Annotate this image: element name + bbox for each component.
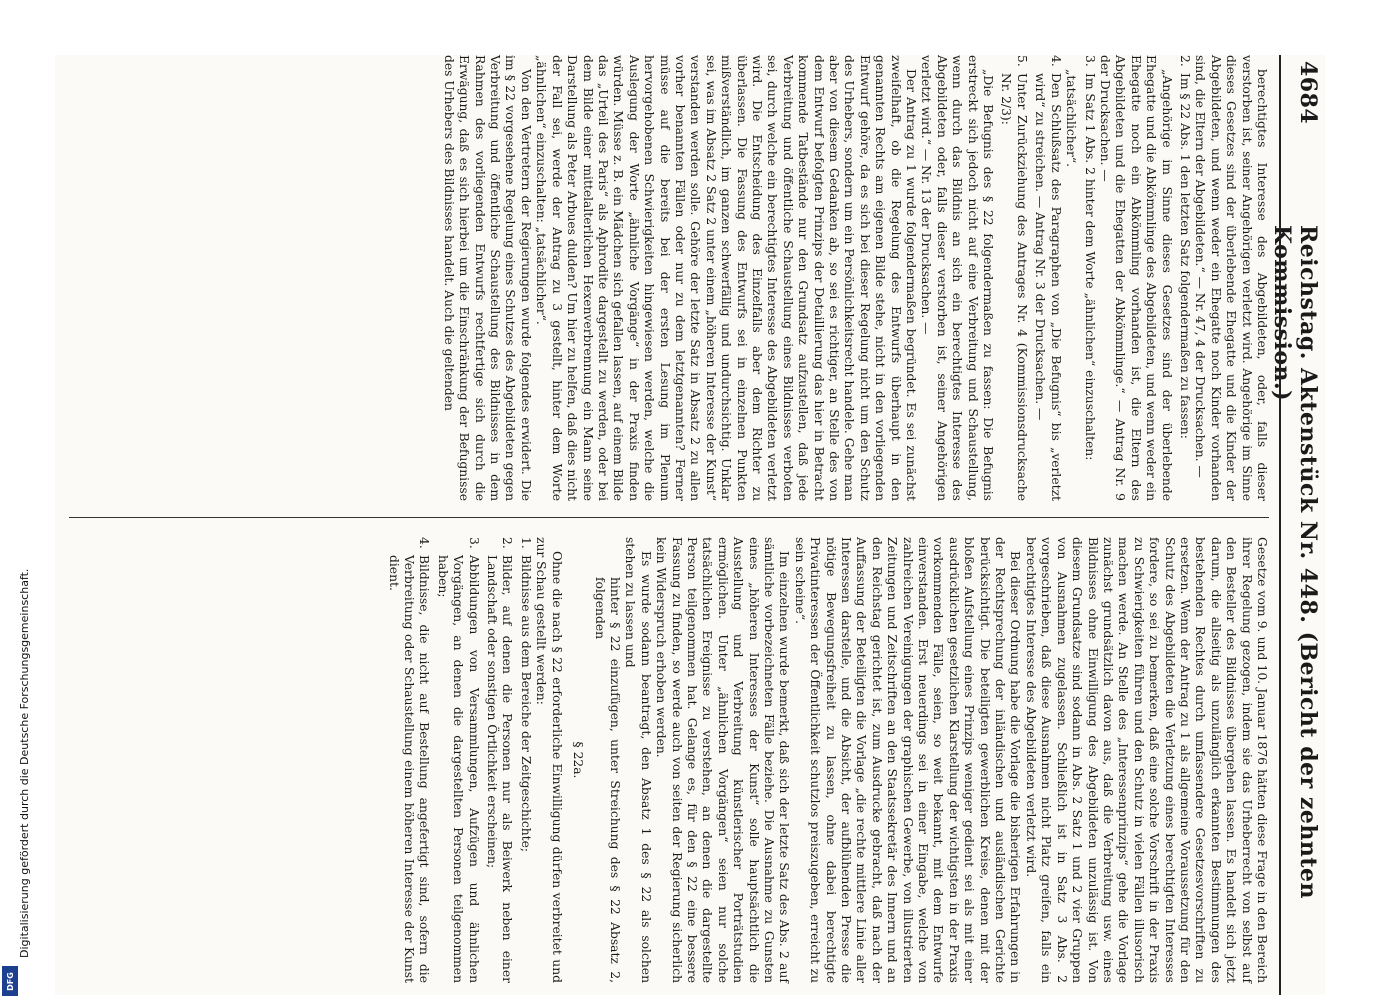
- list-item-number: 4.: [417, 537, 432, 549]
- running-title: Reichstag. Aktenstück Nr. 448. (Bericht der zehnten Kommission.): [1269, 225, 1321, 900]
- scanned-page: [55, 55, 1325, 995]
- list-item-text: Bildnisse aus dem Bereiche der Zeitgeschichte;: [518, 555, 533, 853]
- list-item-text: Den Schlußsatz des Paragraphen von „Die Befugnis“ bis „verletzt wird“ zu streichen. — Antrag Nr. 3 der Drucksachen. —: [1033, 73, 1063, 501]
- list-item: [1177, 55, 1192, 501]
- list-item-number: 2.: [500, 537, 515, 549]
- paragraph: Bei dieser Ordnung habe die Vorlage die bisherigen Erfahrungen in der Rechtsprechung der inländischen und ausländischen Gerichte berücksichtigt. Die beteiligten gewerblichen Kreise, denen mit der bloßen Aufstellung eines Prinzips weniger gedient sei als mit einer ausdrücklichen gesetzlichen Klarstellung der wichtigsten in der Praxis vorkommenden Fälle, seien, so weit bekannt, mit dem Entwurfe einverstanden. Erst neuerdings sei in einer Eingabe, welche von zahlreichen Vereinigungen der graphischen Gewerbe, von illustrierten Zeitungen und Zeitschriften an den Staatssekretär des Innern und an den Reichstag gerichtet ist, zum Ausdrucke gebracht, daß nach der Auffassung der Beteiligten die Vorlage „die rechte mittlere Linie aller Interessen darstelle, und die Absicht, der aufblühenden Presse die nötige Bewegungsfreiheit zu lassen, ohne dabei berechtigte Privatinteressen der Öffentlichkeit schutzlos preiszugeben, erreicht zu sein scheine“.: [792, 537, 1023, 983]
- column-divider: [69, 517, 1269, 518]
- list-item-number: 3.: [466, 537, 481, 549]
- list-item: [1081, 55, 1096, 501]
- paragraph: Gesetze vom 9. und 10. Januar 1876 hätten diese Frage in den Bereich ihrer Regelung gezogen, indem sie das Urheberrecht von selbst auf den Besteller des Bildnisses übergehen lassen. Es handelt sich jetzt darum, die allseitig als unzulänglich erkannten Bestimmungen des bestehenden Rechtes durch umfassendere Gesetzesvorschriften zu ersetzen. Wenn der Antrag zu 1 als allgemeine Voraussetzung für den Schutz des Abgebildeten die Verletzung eines berechtigten Interesses fordere, so sei zu bemerken, daß eine solche Vorschrift in der Praxis zu Schwierigkeiten führen und den Schutz in vielen Fällen illusorisch machen werde. An Stelle des „Interessenprinzips“ gehe die Vorlage zunächst grundsätzlich davon aus, daß die Verbreitung usw. eines Bildnisses ohne Einwilligung des Abgebildeten unzulässig ist. Von diesem Grundsatze sind sodann in Abs. 2 Satz 1 und 2 vier Gruppen von Ausnahmen zugelassen. Schließlich ist in Satz 3 Abs. 2 vorgeschrieben, daß diese Ausnahmen nicht Platz greifen, falls ein berechtigtes Interesse des Abgebildeten verletzt wird.: [1023, 537, 1269, 983]
- digitization-note-text: Digitalisierung gefördert durch die Deutsche Forschungsgemeinschaft.: [18, 568, 31, 958]
- list-item-text: Bildnisse, die nicht auf Bestellung angefertigt sind, sofern die Verbreitung oder Schaustellung einem höheren Interesse der Kunst dient.: [386, 555, 432, 983]
- digitization-note: [2, 198, 31, 958]
- dfg-logo: [2, 966, 18, 996]
- list-item-number: 5.: [1014, 55, 1029, 67]
- list-item-number: 4.: [1048, 55, 1063, 67]
- page-header: [1269, 55, 1325, 995]
- indented-text: hinter § 22 einzufügen, unter Streichung des § 22 Absatz 2, folgenden: [592, 577, 622, 983]
- list-item: [1032, 55, 1063, 501]
- list-item-text: Bilder, auf denen die Personen nur als Beiwerk neben einer Landschaft oder sonstigen Örtlichkeit erscheinen;: [485, 555, 515, 983]
- paragraph: Im einzelnen wurde bemerkt, daß sich der letzte Satz des Abs. 2 auf sämtliche vorbezeichneten Fälle beziehe. Die Ausnahme zu Gunsten eines „höheren Interesses der Kunst“ solle hauptsächtlich die Ausstellung und Verbreitung künstlerischer Porträtstudien ermöglichen. Unter „ähnlichen Vorgängen“ seien nur solche tatsächlichen Ereignisse zu verstehen, an denen die dargestellte Person teilgenommen hat. Gelange es, für den § 22 eine bessere Fassung zu finden, so werde auch von seiten der Regierung sicherlich kein Widerspruch erhoben werden.: [654, 537, 792, 983]
- list-item-text: Im § 22 Abs. 1 den letzten Satz folgendermaßen zu fassen:: [1177, 73, 1192, 439]
- left-column: [69, 55, 1269, 501]
- paragraph: Ohne die nach § 22 erforderliche Einwilligung dürfen verbreitet und zur Schau gestellt werden:: [534, 537, 564, 983]
- list-item-text: Abbildungen von Versammlungen, Aufzügen und ähnlichen Vorgängen, an denen die dargestellten Personen teilgenommen haben;: [435, 555, 481, 983]
- paragraph: berechtigtes Interesse des Abgebildeten, oder, falls dieser verstorben ist, seiner Angehörigen verletzt wird. Angehörige im Sinne dieses Gesetzes sind der überlebende Ehegatte und die Kinder der Abgebildeten, und wenn weder ein Ehegatte noch Kinder vorhanden sind, die Eltern der Abgebildeten.“ — Nr. 47, 4 der Drucksachen. —: [1193, 55, 1269, 501]
- quoted-text: „tatsächlicher“.: [1064, 69, 1079, 168]
- list-item: [998, 55, 1029, 501]
- list-item-number: 2.: [1177, 55, 1192, 67]
- list-item: [385, 537, 431, 983]
- list-item: [434, 537, 480, 983]
- list-item: [484, 537, 515, 983]
- dfg-logo-text: DFG: [5, 971, 15, 991]
- list-item-text: Unter Zurückziehung des Antrages Nr. 4 (Kommissionsdrucksache Nr. 2/3):: [999, 73, 1029, 501]
- paragraph: Von den Vertretern der Regierungen wurde folgendes erwidert. Die im § 22 vorgesehene Regelung eines Schutzes des Abgebildeten gegen Verbreitung und öffentliche Schaustellung des Bildnisses in dem Rahmen des vorliegenden Entwurfs rechtfertige sich durch die Erwägung, daß es sich hierbei um die Einschränkung der Befugnisse des Urhebers des Bildnisses handelt. Auch die geltenden: [441, 55, 533, 501]
- section-heading: § 22a.: [571, 741, 586, 779]
- list-item: [518, 537, 533, 983]
- list-item-number: 1.: [518, 537, 533, 549]
- list-item-text: Im Satz 1 Abs. 2 hinter dem Worte „ähnlichen“ einzuschalten:: [1082, 73, 1097, 461]
- page-number: 4684: [1295, 61, 1321, 125]
- quoted-text: „Die Befugnis des § 22 folgendermaßen zu fassen: Die Befugnis erstreckt sich jedoch nicht auf eine Verbreitung und Schaustellung, wenn durch das Bildnis an sich ein berechtigtes Interesse des Abgebildeten oder, falls dieser verstorben ist, seiner Angehörigen verletzt wird.“ — Nr. 13 der Drucksachen. —: [919, 55, 996, 501]
- paragraph: Es wurde sodann beantragt, den Absatz 1 des § 22 als solchen stehen zu lassen und: [623, 537, 653, 983]
- quoted-text: „Angehörige im Sinne dieses Gesetzes sind der überlebende Ehegatte und die Abkömmlinge des Abgebildeten, und wenn weder ein Ehegatte noch ein Abkömmling vorhanden ist, die Eltern des Abgebildeten und die Ehegatten der Abkömmlinge.“ — Antrag Nr. 9 der Drucksachen. —: [1097, 55, 1174, 501]
- right-column: [69, 537, 1269, 983]
- header-rule: [1279, 55, 1281, 995]
- paragraph: Der Antrag zu 1 wurde folgendermaßen begründet. Es sei zunächst zweifelhaft, ob die Regelung des Entwurfs überhaupt in den genannten Rechts am eigenen Bilde stehe, nicht in den vorliegenden Entwurf gehöre, da es sich bei dieser Regelung nicht um den Schutz des Urhebers, sondern um ein Persönlichkeitsrecht handele. Gehe man aber von diesem Gedanken ab, so sei es richtiger, an Stelle des von dem Entwurf befolgten Prinzips der Detaillierung das hier in Betracht kommende Tatbestände nur den Grundsatz aufzustellen, daß jede Verbreitung und öffentliche Schaustellung eines Bildnisses verboten sei, durch welche ein berechtigtes Interesse des Abgebildeten verletzt wird. Die Entscheidung des Einzelfalls aber dem Richter zu überlassen. Die Fassung des Entwurfs sei in einzelnen Punkten mißverständlich, im ganzen schwerfällig und undurchsichtig. Unklar sei, was im Absatz 2 Satz 2 unter einem „höheren Interesse der Kunst“ verstanden werden solle. Gehöre der letzte Satz in Absatz 2 zu allen vorher benannten Fällen oder nur zu dem letztgenannten? Ferner müsse auf die bereits bei der ersten Lesung im Plenum hervorgehobenen Schwierigkeiten hingewiesen werden, welche die Auslegung der Worte „ähnliche Vorgänge“ in der Praxis finden würden. Müsse z. B. ein Mädchen sich gefallen lassen, auf einem Bilde das „Urteil des Paris“ als Aphrodite dargestellt zu werden, oder bei dem Bilde einer mittelalterlichen Hexenverbrennung ein Mann seine Darstellung als Peter Arbues dulden? Um hier zu helfen, daß dies nicht der Fall sei, werde der Antrag zu 3 gestellt, hinter dem Worte „ähnlichen“ einzuschalten: „tatsächlicher“.: [534, 55, 919, 501]
- list-item-number: 3.: [1082, 55, 1097, 67]
